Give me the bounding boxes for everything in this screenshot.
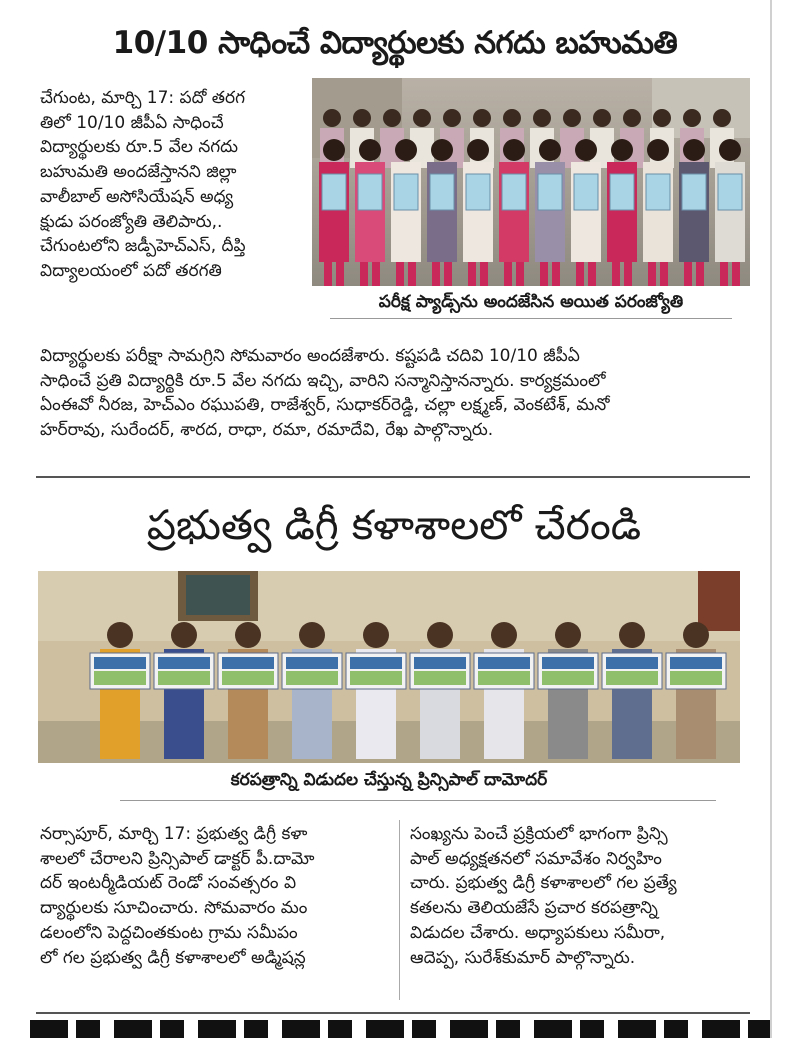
article2-text-line: శాలలో చేరాలని ప్రిన్సిపాల్ డాక్టర్ పీ.దామో xyxy=(40,848,315,869)
article1-text-line: హర్‌రావు, సురేందర్, శారద, రాధా, రమా, రమాదేవి, రేఖ పాల్గొన్నారు. xyxy=(40,420,494,441)
article1-photo-caption: పరీక్ష ప్యాడ్స్‌ను అందజేసిన అయిత పరంజ్యోతి xyxy=(378,292,684,312)
article2-photo-caption: కరపత్రాన్ని విడుదల చేస్తున్న ప్రిన్సిపాల్ దామోదర్ xyxy=(230,770,548,790)
article2-text-line: ఆదెప్ప, సురేశ్‌కుమార్ పాల్గొన్నారు. xyxy=(410,947,636,968)
article1-column-text xyxy=(40,86,302,284)
article1-text-line: క్షుడు పరంజ్యోతి తెలిపారు,. xyxy=(40,211,223,232)
article1-text-line: ఏంఈవో నీరజ, హెచ్ఎం రఘుపతి, రాజేశ్వర్, సుధాకర్‌రెడ్డి, చల్లా లక్ష్మణ్, వెంకటేశ్, మనో xyxy=(40,395,610,416)
article1-text-line: విద్యార్థులకు రూ.5 వేల నగదు xyxy=(40,137,239,158)
section-divider xyxy=(36,476,750,478)
article1-text-line: తిలో 10/10 జీపీఏ సాధించే xyxy=(40,112,224,133)
article2-text-line: విడుదల చేశారు. అధ్యాపకులు సమీరా, xyxy=(410,922,666,943)
article1-text-line: చేగుంట, మార్చి 17: పదో తరగ xyxy=(40,88,246,108)
article2-text-line: ద్యార్థులకు సూచించారు. సోమవారం మం xyxy=(40,898,308,919)
article2-photo xyxy=(38,571,740,763)
article1-text-line: వాలీబాల్ అసోసియేషన్ అధ్య xyxy=(40,186,234,207)
article1-text-line: విద్యాలయంలో పదో తరగతి xyxy=(40,260,222,281)
article2-text-line: చారు. ప్రభుత్వ డిగ్రీ కళాశాలలో గల ప్రత్యే xyxy=(410,873,677,894)
article1-text-line: సాధించే ప్రతి విద్యార్థికి రూ.5 వేల నగదు ఇచ్చి, వారిని సన్మానిస్తానన్నారు. కార్యక్రమంలో xyxy=(40,370,606,391)
students-photo-illustration xyxy=(312,78,750,286)
next-headline-fragment xyxy=(30,1020,770,1038)
column-gutter xyxy=(399,820,400,1000)
article2-text-line: డలంలోని పెద్దచింతకుంట గ్రామ సమీపం xyxy=(40,922,298,943)
article2-headline: ప్రభుత్వ డిగ్రీ కళాశాలలో చేరండి xyxy=(146,501,642,549)
article1-text-line: బహుమతి అందజేస్తానని జిల్లా xyxy=(40,162,237,183)
article1-headline: 10/10 సాధించే విద్యార్థులకు నగదు బహుమతి xyxy=(112,25,678,61)
column-rule xyxy=(770,0,772,1038)
article2-text-line: దర్ ఇంటర్మీడియట్ రెండో సంవత్సరం వి xyxy=(40,873,297,894)
caption-rule xyxy=(330,318,732,319)
article2-left-column xyxy=(40,822,392,970)
article2-text-line: నర్సాపూర్, మార్చి 17: ప్రభుత్వ డిగ్రీ కళా xyxy=(40,824,308,844)
article2-text-line: పాల్ అధ్యక్షతనలో సమావేశం నిర్వహిం xyxy=(410,848,662,869)
article2-text-line: లో గల ప్రభుత్వ డిగ్రీ కళాశాలలో అడ్మిషన్ల xyxy=(40,947,306,968)
article1-photo xyxy=(312,78,750,286)
article1-text-line: విద్యార్థులకు పరీక్షా సామగ్రిని సోమవారం అందజేశారు. కష్టపడి చదివి 10/10 జీపీఏ xyxy=(40,346,580,366)
bottom-divider xyxy=(36,1012,750,1014)
article2-text-line: సంఖ్యను పెంచే ప్రక్రియలో భాగంగా ప్రిన్సి xyxy=(410,824,668,844)
article1-text-line: చేగుంటలోని జడ్పీహెచ్ఎస్, దీప్తి xyxy=(40,236,246,257)
caption-rule-2 xyxy=(120,800,716,801)
article1-wide-text xyxy=(40,344,750,443)
article2-right-column xyxy=(410,822,750,970)
article2-text-line: కతలను తెలియజేసే ప్రచార కరపత్రాన్ని xyxy=(410,898,658,919)
principal-photo-illustration xyxy=(38,571,740,763)
